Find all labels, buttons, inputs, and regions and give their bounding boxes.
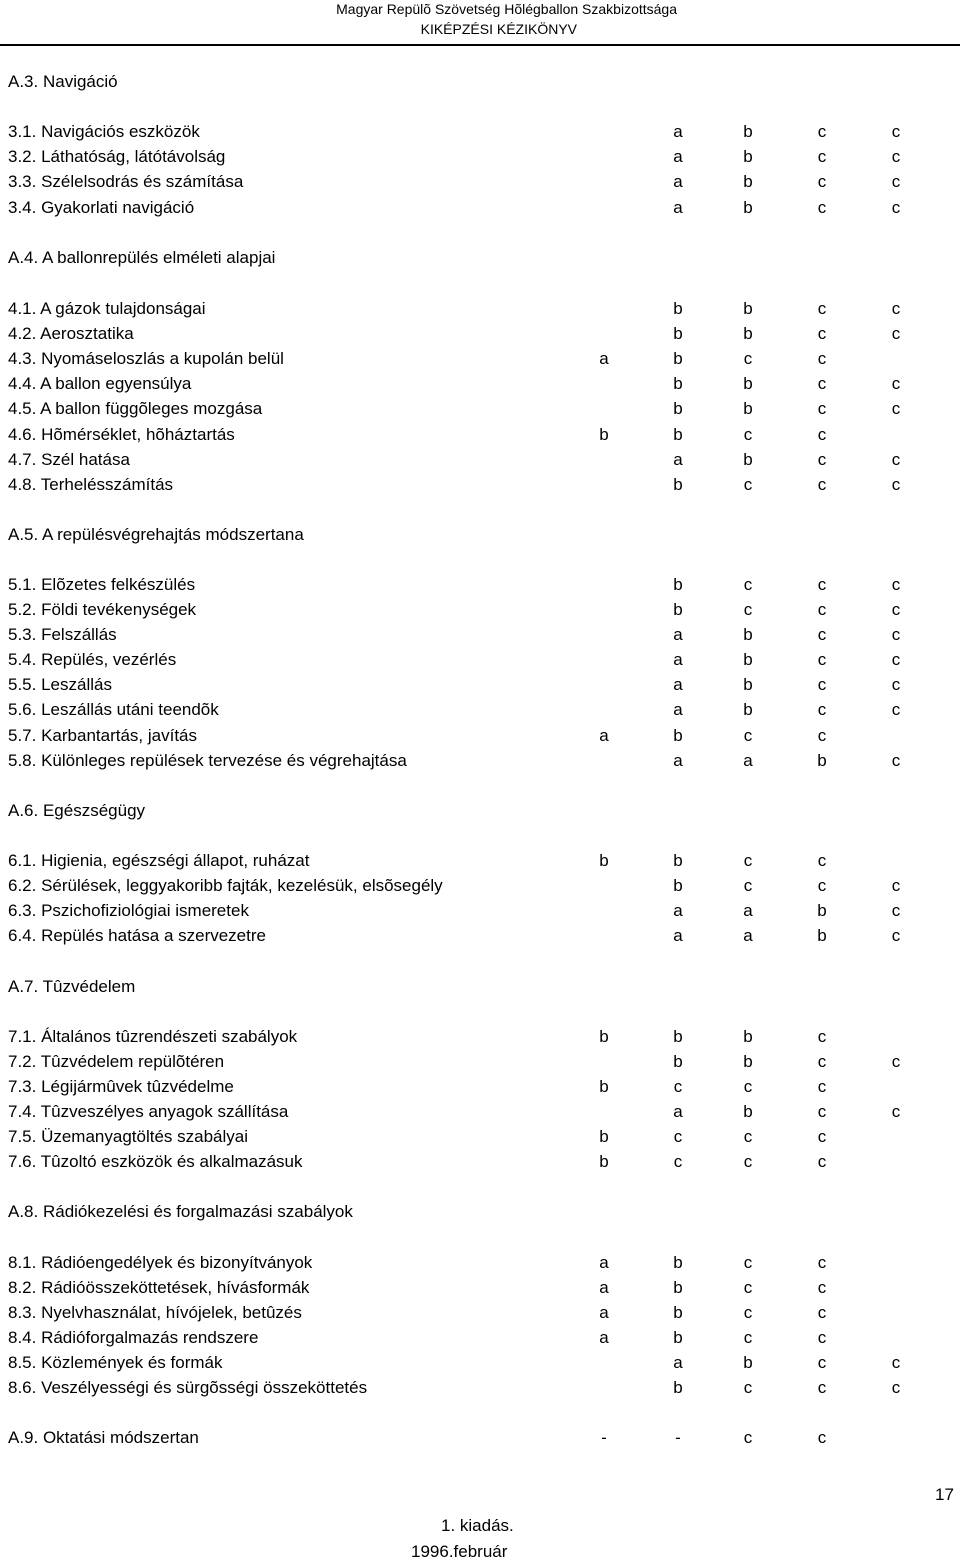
grade-cell: b	[673, 399, 683, 418]
grade-cell: b	[673, 575, 683, 594]
grade-cell: c	[891, 1378, 901, 1397]
grade-cell: b	[743, 399, 753, 418]
grade-cell: b	[673, 374, 683, 393]
syllabus-row	[0, 749, 960, 773]
topic-label: 3.3. Szélelsodrás és számítása	[8, 172, 244, 191]
grade-cell: a	[743, 751, 753, 770]
topic-label: 5.5. Leszállás	[8, 675, 112, 694]
topic-label: 5.6. Leszállás utáni teendõk	[8, 700, 219, 719]
topic-label: 5.4. Repülés, vezérlés	[8, 650, 177, 669]
grade-cell: c	[817, 1328, 827, 1347]
grade-cell: a	[743, 926, 753, 945]
section-title: A.3. Navigáció	[8, 72, 118, 91]
topic-label: 7.6. Tûzoltó eszközök és alkalmazásuk	[8, 1152, 303, 1171]
grade-cell: b	[743, 1027, 753, 1046]
syllabus-row	[0, 1150, 960, 1174]
syllabus-row	[0, 448, 960, 472]
topic-label: 4.2. Aerosztatika	[8, 324, 134, 343]
grade-cell: c	[743, 1127, 753, 1146]
syllabus-row	[0, 322, 960, 346]
grade-cell: b	[673, 1052, 683, 1071]
grade-cell: a	[599, 1303, 609, 1322]
topic-label: 8.4. Rádióforgalmazás rendszere	[8, 1328, 259, 1347]
grade-cell: c	[817, 198, 827, 217]
grade-cell: b	[743, 700, 753, 719]
page-number: 17	[935, 1485, 954, 1504]
syllabus-row	[0, 1251, 960, 1275]
grade-cell: c	[817, 1152, 827, 1171]
grade-cell: a	[599, 1253, 609, 1272]
topic-label: 4.7. Szél hatása	[8, 450, 130, 469]
syllabus-row	[0, 1351, 960, 1375]
grade-cell: c	[891, 1052, 901, 1071]
syllabus-row	[0, 1426, 960, 1450]
grade-cell: b	[743, 650, 753, 669]
grade-cell: c	[743, 726, 753, 745]
grade-cell: c	[743, 1428, 753, 1447]
grade-cell: c	[817, 425, 827, 444]
section-title: A.6. Egészségügy	[8, 801, 146, 820]
section-heading	[0, 246, 960, 270]
grade-cell: b	[673, 1027, 683, 1046]
footer-date: 1996.február	[411, 1542, 508, 1561]
syllabus-row	[0, 849, 960, 873]
topic-label: 3.1. Navigációs eszközök	[8, 122, 200, 141]
grade-cell: b	[599, 1127, 609, 1146]
grade-cell: a	[599, 1278, 609, 1297]
grade-cell: b	[599, 1077, 609, 1096]
syllabus-row	[0, 1100, 960, 1124]
grade-cell: c	[743, 876, 753, 895]
grade-cell: b	[817, 901, 827, 920]
grade-cell: c	[891, 147, 901, 166]
grade-cell: c	[673, 1127, 683, 1146]
section-title: A.8. Rádiókezelési és forgalmazási szabályok	[8, 1202, 353, 1221]
grade-cell: c	[817, 575, 827, 594]
grade-cell: c	[891, 926, 901, 945]
grade-cell: a	[673, 700, 683, 719]
topic-label: 8.5. Közlemények és formák	[8, 1353, 223, 1372]
grade-cell: c	[743, 1303, 753, 1322]
grade-cell: a	[673, 450, 683, 469]
grade-cell: c	[743, 1152, 753, 1171]
grade-cell: c	[891, 122, 901, 141]
syllabus-row	[0, 397, 960, 421]
grade-cell: b	[673, 324, 683, 343]
grade-cell: c	[817, 1102, 827, 1121]
grade-cell: c	[891, 399, 901, 418]
topic-label: 8.1. Rádióengedélyek és bizonyítványok	[8, 1253, 313, 1272]
grade-cell: b	[743, 147, 753, 166]
grade-cell: c	[743, 1077, 753, 1096]
grade-cell: b	[673, 1253, 683, 1272]
grade-cell: c	[817, 122, 827, 141]
grade-cell: a	[673, 1353, 683, 1372]
grade-cell: c	[817, 876, 827, 895]
grade-cell: c	[743, 1328, 753, 1347]
grade-cell: b	[817, 751, 827, 770]
topic-label: 4.4. A ballon egyensúlya	[8, 374, 192, 393]
topic-label: 3.4. Gyakorlati navigáció	[8, 198, 195, 217]
grade-cell: b	[743, 198, 753, 217]
syllabus-row	[0, 120, 960, 144]
section-title: A.7. Tûzvédelem	[8, 977, 136, 996]
grade-cell: b	[673, 876, 683, 895]
grade-cell: c	[817, 675, 827, 694]
grade-cell: b	[817, 926, 827, 945]
grade-cell: b	[673, 851, 683, 870]
grade-cell: c	[891, 600, 901, 619]
grade-cell: b	[673, 1303, 683, 1322]
topic-label: 7.4. Tûzveszélyes anyagok szállítása	[8, 1102, 289, 1121]
grade-cell: c	[817, 374, 827, 393]
syllabus-row	[0, 1276, 960, 1300]
grade-cell: c	[891, 1102, 901, 1121]
grade-cell: b	[743, 374, 753, 393]
topic-label: 5.2. Földi tevékenységek	[8, 600, 197, 619]
grade-cell: c	[891, 751, 901, 770]
grade-cell: b	[743, 450, 753, 469]
syllabus-row	[0, 347, 960, 371]
grade-cell: a	[673, 901, 683, 920]
grade-cell: c	[817, 450, 827, 469]
grade-cell: c	[673, 1152, 683, 1171]
syllabus-row	[0, 196, 960, 220]
grade-cell: c	[817, 1077, 827, 1096]
syllabus-row	[0, 170, 960, 194]
syllabus-row	[0, 1376, 960, 1400]
grade-cell: b	[743, 1102, 753, 1121]
grade-cell: a	[673, 172, 683, 191]
grade-cell: c	[817, 600, 827, 619]
grade-cell: c	[817, 1303, 827, 1322]
grade-cell: b	[743, 625, 753, 644]
grade-cell: c	[817, 1428, 827, 1447]
grade-cell: c	[817, 1353, 827, 1372]
grade-cell: a	[673, 122, 683, 141]
grade-cell: b	[743, 122, 753, 141]
header-divider	[0, 44, 960, 46]
grade-cell: b	[673, 425, 683, 444]
grade-cell: c	[743, 349, 753, 368]
grade-cell: a	[673, 1102, 683, 1121]
grade-cell: c	[891, 625, 901, 644]
grade-cell: b	[673, 349, 683, 368]
grade-cell: b	[743, 1353, 753, 1372]
topic-label: 4.8. Terhelésszámítás	[8, 475, 174, 494]
topic-label: 8.6. Veszélyességi és sürgõsségi összeköttetés	[8, 1378, 368, 1397]
grade-cell: c	[817, 700, 827, 719]
syllabus-row	[0, 899, 960, 923]
grade-cell: b	[673, 1328, 683, 1347]
grade-cell: a	[599, 726, 609, 745]
grade-cell: b	[599, 851, 609, 870]
section-title: A.4. A ballonrepülés elméleti alapjai	[8, 248, 276, 267]
grade-cell: c	[817, 726, 827, 745]
grade-cell: c	[743, 600, 753, 619]
syllabus-row	[0, 673, 960, 697]
grade-cell: c	[891, 374, 901, 393]
grade-cell: c	[817, 650, 827, 669]
topic-label: 7.5. Üzemanyagtöltés szabályai	[8, 1127, 249, 1146]
grade-cell: b	[673, 1378, 683, 1397]
topic-label: 5.1. Elõzetes felkészülés	[8, 575, 196, 594]
header-title: Magyar Repülõ Szövetség Hõlégballon Szakbizottsága	[336, 1, 677, 17]
topic-label: 6.3. Pszichofiziológiai ismeretek	[8, 901, 249, 920]
grade-cell: c	[743, 475, 753, 494]
grade-cell: c	[817, 399, 827, 418]
grade-cell: a	[599, 349, 609, 368]
grade-cell: c	[817, 1278, 827, 1297]
section-title: A.5. A repülésvégrehajtás módszertana	[8, 525, 304, 544]
topic-label: 6.2. Sérülések, leggyakoribb fajták, kezelésük, elsõsegély	[8, 876, 443, 895]
grade-cell: b	[743, 299, 753, 318]
topic-label: 4.6. Hõmérséklet, hõháztartás	[8, 425, 235, 444]
topic-label: 4.1. A gázok tulajdonságai	[8, 299, 206, 318]
syllabus-row	[0, 924, 960, 948]
syllabus-row	[0, 1326, 960, 1350]
grade-cell: a	[743, 901, 753, 920]
syllabus-row	[0, 145, 960, 169]
grade-cell: b	[743, 675, 753, 694]
grade-cell: c	[743, 1253, 753, 1272]
syllabus-row	[0, 623, 960, 647]
syllabus-row	[0, 423, 960, 447]
grade-cell: c	[743, 575, 753, 594]
grade-cell: c	[891, 172, 901, 191]
topic-label: 7.3. Légijármûvek tûzvédelme	[8, 1077, 234, 1096]
grade-cell: c	[891, 901, 901, 920]
topic-label: 4.3. Nyomáseloszlás a kupolán belül	[8, 349, 284, 368]
topic-label: 6.4. Repülés hatása a szervezetre	[8, 926, 266, 945]
syllabus-row	[0, 473, 960, 497]
syllabus-row	[0, 1075, 960, 1099]
grade-cell: b	[673, 600, 683, 619]
grade-cell: c	[891, 1353, 901, 1372]
grade-cell: b	[673, 1278, 683, 1297]
grade-cell: c	[817, 475, 827, 494]
grade-cell: c	[817, 1127, 827, 1146]
topic-label: 5.3. Felszállás	[8, 625, 117, 644]
topic-label: 7.2. Tûzvédelem repülõtéren	[8, 1052, 225, 1071]
syllabus-row	[0, 1125, 960, 1149]
grade-cell: c	[817, 172, 827, 191]
grade-cell: c	[891, 450, 901, 469]
grade-cell: c	[891, 324, 901, 343]
grade-cell: c	[743, 851, 753, 870]
topic-label: 7.1. Általános tûzrendészeti szabályok	[8, 1027, 298, 1046]
topic-label: 5.8. Különleges repülések tervezése és végrehajtása	[8, 751, 407, 770]
header-subtitle: KIKÉPZÉSI KÉZIKÖNYV	[420, 21, 577, 37]
section-heading	[0, 1200, 960, 1224]
section-heading	[0, 523, 960, 547]
grade-cell: c	[743, 1378, 753, 1397]
grade-cell: b	[599, 1152, 609, 1171]
grade-cell: c	[891, 475, 901, 494]
grade-cell: c	[817, 625, 827, 644]
grade-cell: c	[743, 1278, 753, 1297]
grade-cell: a	[673, 926, 683, 945]
grade-cell: c	[817, 1052, 827, 1071]
grade-cell: c	[817, 1378, 827, 1397]
footer-edition: 1. kiadás.	[441, 1516, 514, 1535]
syllabus-row	[0, 874, 960, 898]
section-heading	[0, 975, 960, 999]
grade-cell: c	[891, 650, 901, 669]
grade-cell: c	[817, 349, 827, 368]
syllabus-row	[0, 598, 960, 622]
topic-label: 8.3. Nyelvhasználat, hívójelek, betûzés	[8, 1303, 302, 1322]
section-heading	[0, 799, 960, 823]
topic-label: 6.1. Higienia, egészségi állapot, ruházat	[8, 851, 310, 870]
syllabus-row	[0, 1025, 960, 1049]
grade-cell: b	[743, 1052, 753, 1071]
grade-cell: c	[817, 1253, 827, 1272]
grade-cell: c	[817, 851, 827, 870]
grade-cell: a	[673, 751, 683, 770]
syllabus-row	[0, 724, 960, 748]
grade-cell: c	[891, 876, 901, 895]
grade-cell: c	[891, 198, 901, 217]
grade-cell: c	[891, 700, 901, 719]
grade-cell: c	[891, 299, 901, 318]
grade-cell: a	[599, 1328, 609, 1347]
syllabus-row	[0, 648, 960, 672]
topic-label: A.9. Oktatási módszertan	[8, 1428, 199, 1447]
grade-cell: c	[817, 324, 827, 343]
syllabus-row	[0, 297, 960, 321]
grade-cell: c	[817, 1027, 827, 1046]
grade-cell: b	[743, 324, 753, 343]
syllabus-row	[0, 573, 960, 597]
grade-cell: b	[673, 726, 683, 745]
grade-cell: a	[673, 198, 683, 217]
topic-label: 3.2. Láthatóság, látótávolság	[8, 147, 226, 166]
grade-cell: -	[675, 1428, 681, 1447]
grade-cell: c	[743, 425, 753, 444]
grade-cell: b	[673, 475, 683, 494]
grade-cell: c	[891, 575, 901, 594]
topic-label: 8.2. Rádióösszeköttetések, hívásformák	[8, 1278, 310, 1297]
grade-cell: a	[673, 675, 683, 694]
grade-cell: c	[673, 1077, 683, 1096]
grade-cell: c	[891, 675, 901, 694]
grade-cell: b	[673, 299, 683, 318]
topic-label: 4.5. A ballon függõleges mozgása	[8, 399, 263, 418]
syllabus-row	[0, 1301, 960, 1325]
syllabus-row	[0, 372, 960, 396]
grade-cell: -	[601, 1428, 607, 1447]
syllabus-row	[0, 1050, 960, 1074]
grade-cell: c	[817, 299, 827, 318]
grade-cell: a	[673, 147, 683, 166]
grade-cell: a	[673, 650, 683, 669]
grade-cell: b	[599, 1027, 609, 1046]
grade-cell: b	[743, 172, 753, 191]
section-heading	[0, 70, 960, 94]
grade-cell: b	[599, 425, 609, 444]
grade-cell: c	[817, 147, 827, 166]
topic-label: 5.7. Karbantartás, javítás	[8, 726, 197, 745]
grade-cell: a	[673, 625, 683, 644]
syllabus-row	[0, 698, 960, 722]
